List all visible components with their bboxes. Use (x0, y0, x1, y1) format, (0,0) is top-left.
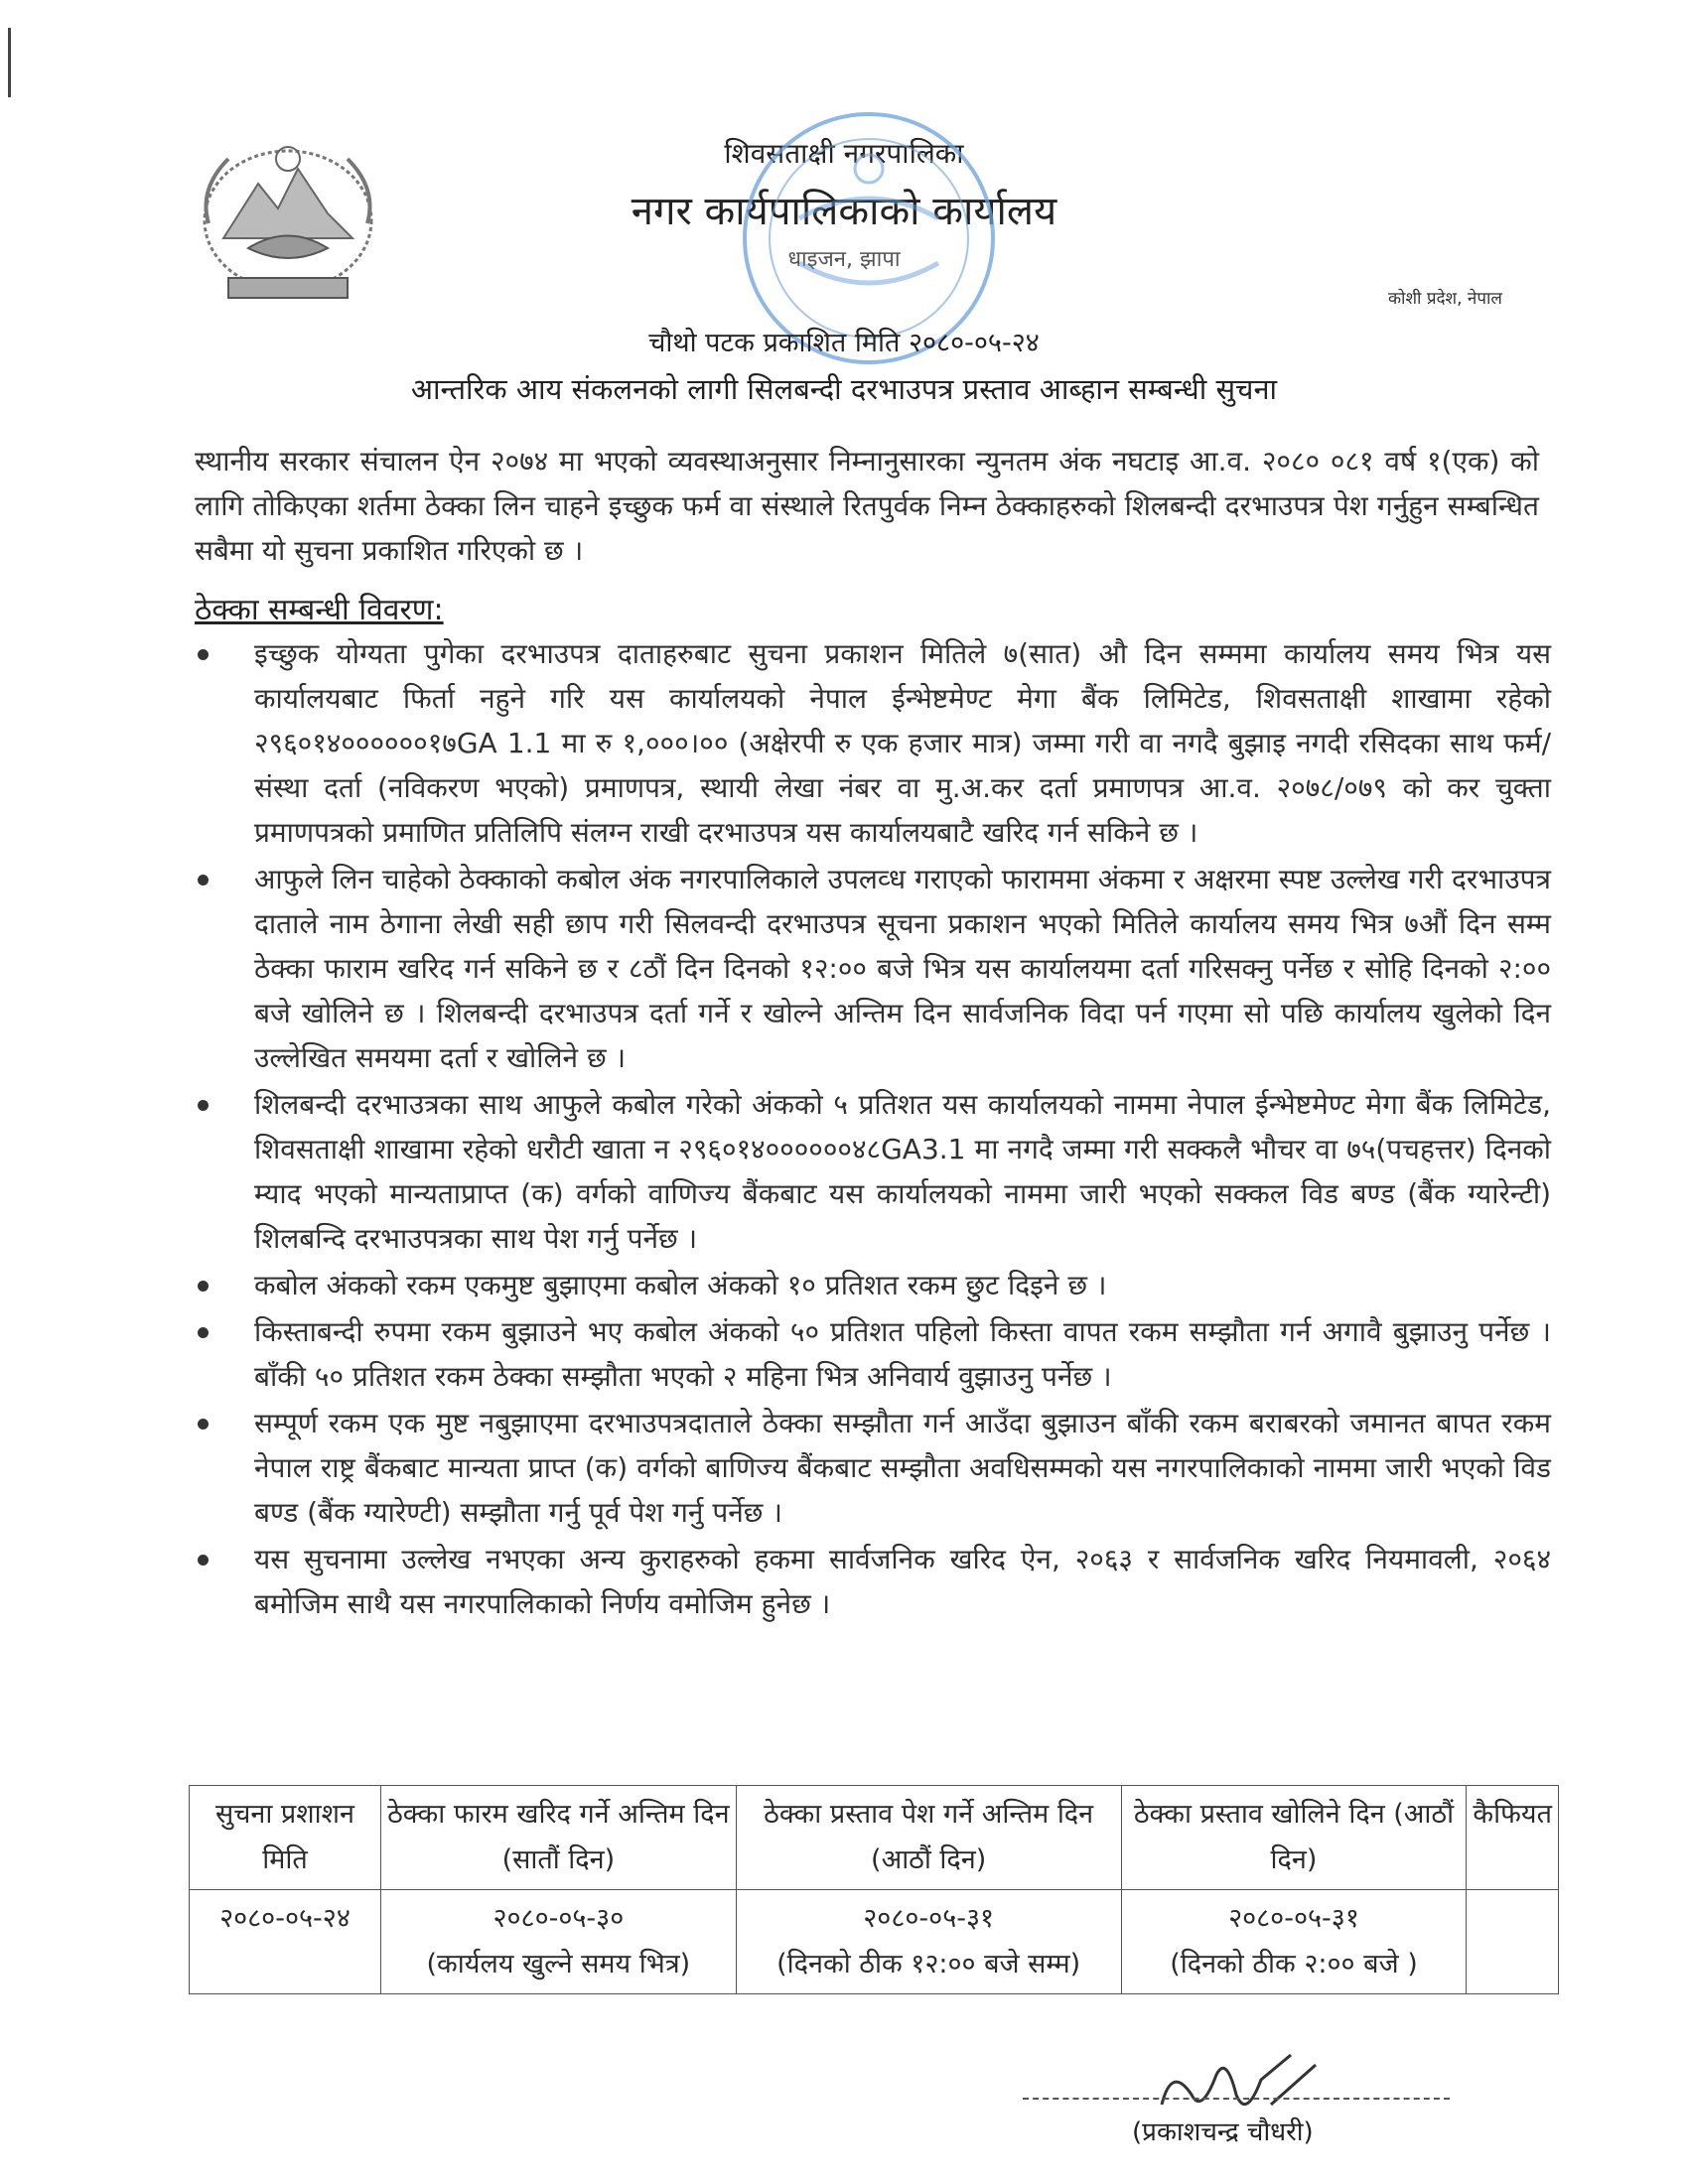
bullet-icon (198, 875, 209, 886)
signature-line (1023, 2098, 1450, 2100)
condition-item (195, 631, 1551, 855)
condition-text: किस्ताबन्दी रुपमा रकम बुझाउने भए कबोल अंकको ५० प्रतिशत पहिलो किस्ता वापत रकम सम्झौता गर्न अगावै बुझाउनु पर्नेछ । बाँकी ५० प्रतिशत रकम ठेक्का सम्झौता भएको २ महिना भित्र अनिवार्य वुझाउनु पर्नेछ । (254, 1315, 1551, 1393)
condition-item (195, 1309, 1551, 1399)
scan-margin-line (8, 28, 11, 97)
office-location: धाइजन, झापा (787, 247, 901, 272)
bullet-icon (198, 649, 209, 660)
table-row (190, 1890, 1559, 1994)
cell-publication-date: २०८०-०५-२४ (190, 1890, 381, 1994)
bullet-icon (198, 1555, 209, 1566)
cell-remarks (1467, 1890, 1559, 1994)
condition-item (195, 1263, 1551, 1307)
condition-text: शिलबन्दी दरभाउत्रका साथ आफुले कबोल गरेको अंकको ५ प्रतिशत यस कार्यालयको नाममा नेपाल ईन्भेष्टमेण्ट मेगा बैंक लिमिटेड, शिवसताक्षी शाखामा रहेको धरौटी खाता न २९६०१४००००००४८GA3.1 मा नगदै जम्मा गरी सक्कलै भौचर वा ७५(पचहत्तर) दिनको म्याद भएको मान्यताप्राप्त (क) वर्गको वाणिज्य बैंकबाट यस कार्यालयको नाममा जारी भएको सक्कल विड बण्ड (बैंक ग्यारेन्टी) शिलबन्दि दरभाउपत्रका साथ पेश गर्नु पर्नेछ । (254, 1088, 1551, 1255)
cell-opening (1121, 1890, 1467, 1994)
bullet-icon (198, 1100, 209, 1111)
opening-date: २०८०-०५-३१ (1228, 1903, 1359, 1934)
municipality-name: शिवसताक्षी नगरपालिका (724, 137, 964, 170)
cell-submission (736, 1890, 1121, 1994)
condition-item (195, 1537, 1551, 1626)
submission-note: (दिनको ठीक १२:०० बजे सम्म) (776, 1949, 1081, 1979)
condition-item (195, 1082, 1551, 1261)
intro-paragraph: स्थानीय सरकार संचालन ऐन २०७४ मा भएको व्यवस्थाअनुसार निम्नानुसारका न्युनतम अंक नघटाइ आ.व. २०८० ०८१ वर्ष १(एक) को लागि तोकिएका शर्तमा ठेक्का लिन चाहने इच्छुक फर्म वा संस्थाले रितपुर्वक निम्न ठेक्काहरुको शिलबन्दी दरभाउपत्र पेश गर्नुहुन सम्बन्धित सबैमा यो सुचना प्रकाशित गरिएको छ । (195, 445, 1539, 567)
condition-text: इच्छुक योग्यता पुगेका दरभाउपत्र दाताहरुबाट सुचना प्रकाशन मितिले ७(सात) औ दिन सम्ममा कार्यालय समय भित्र यस कार्यालयबाट फिर्ता नहुने गरि यस कार्यालयको नेपाल ईन्भेष्टमेण्ट मेगा बैंक लिमिटेड, शिवसताक्षी शाखामा रहेको २९६०१४००००००१७GA 1.1 मा रु १,०००।०० (अक्षेरपी रु एक हजार मात्र) जम्मा गरी वा नगदै बुझाइ नगदी रसिदका साथ फर्म/संस्था दर्ता (नविकरण भएको) प्रमाणपत्र, स्थायी लेखा नंबर वा मु.अ.कर दर्ता प्रमाणपत्र आ.व. २०७८/०७९ को कर चुक्ता प्रमाणपत्रको प्रमाणित प्रतिलिपि संलग्न राखी दरभाउपत्र यस कार्यालयबाटै खरिद गर्न सकिने छ । (254, 637, 1551, 849)
header-submission: ठेक्का प्रस्ताव पेश गर्ने अन्तिम दिन (आठौं दिन) (736, 1786, 1121, 1890)
condition-item (195, 857, 1551, 1080)
header-opening: ठेक्का प्रस्ताव खोलिने दिन (आठौं दिन) (1121, 1786, 1467, 1890)
submission-date: २०८०-०५-३१ (863, 1903, 995, 1934)
province-label: कोशी प्रदेश, नेपाल (1388, 289, 1502, 309)
notice-subject: आन्तरिक आय संकलनको लागी सिलबन्दी दरभाउपत्र प्रस्ताव आब्हान सम्बन्धी सुचना (410, 372, 1278, 406)
header-remarks: कैफियत (1467, 1786, 1559, 1890)
table-header-row (190, 1786, 1559, 1890)
header-publication-date: सुचना प्रशाशन मिति (190, 1786, 381, 1890)
bullet-icon (198, 1419, 209, 1430)
opening-note: (दिनको ठीक २:०० बजे ) (1170, 1949, 1418, 1979)
header-form-purchase: ठेक्का फारम खरिद गर्ने अन्तिम दिन (सातौं दिन) (380, 1786, 736, 1890)
bullet-icon (198, 1281, 209, 1292)
schedule-table (189, 1785, 1559, 1994)
signatory-name: (प्रकाशचन्द्र चौधरी) (1132, 2117, 1314, 2147)
cell-form-purchase (380, 1890, 736, 1994)
bullet-icon (198, 1327, 209, 1338)
publication-line: चौथो पटक प्रकाशित मिति २०८०-०५-२४ (648, 328, 1040, 358)
form-purchase-date: २०८०-०५-३० (492, 1903, 625, 1934)
details-heading: ठेक्का सम्बन्धी विवरण: (195, 593, 444, 627)
conditions-list (195, 631, 1551, 1628)
condition-text: सम्पूर्ण रकम एक मुष्ट नबुझाएमा दरभाउपत्रदाताले ठेक्का सम्झौता गर्न आउँदा बुझाउन बाँकी रकम बराबरको जमानत बापत रकम नेपाल राष्ट्र बैंकबाट मान्यता प्राप्त (क) वर्गको बाणिज्य बैंकबाट सम्झौता अवधिसम्मको यस नगरपालिकाको नाममा जारी भएको विड बण्ड (बैंक ग्यारेण्टी) सम्झौता गर्नु पूर्व पेश गर्नु पर्नेछ । (254, 1407, 1551, 1529)
condition-text: आफुले लिन चाहेको ठेक्काको कबोल अंक नगरपालिकाले उपलव्ध गराएको फाराममा अंकमा र अक्षरमा स्पष्ट उल्लेख गरी दरभाउपत्र दाताले नाम ठेगाना लेखी सही छाप गरी सिलवन्दी दरभाउपत्र सूचना प्रकाशन भएको मितिले कार्यालय समय भित्र ७औं दिन सम्म ठेक्का फाराम खरिद गर्न सकिने छ र ८ठौं दिन दिनको १२:०० बजे भित्र यस कार्यालयमा दर्ता गरिसक्नु पर्नेछ र सोहि दिनको २:०० बजे खोलिने छ । शिलबन्दी दरभाउपत्र दर्ता गर्ने र खोल्ने अन्तिम दिन सार्वजनिक विदा पर्न गएमा सो पछि कार्यालय खुलेको दिन उल्लेखित समयमा दर्ता र खोलिने छ । (254, 863, 1551, 1074)
condition-item (195, 1401, 1551, 1535)
form-purchase-note: (कार्यलय खुल्ने समय भित्र) (426, 1949, 691, 1979)
condition-text: कबोल अंकको रकम एकमुष्ट बुझाएमा कबोल अंकको १० प्रतिशत रकम छुट दिइने छ । (254, 1269, 1107, 1301)
office-title: नगर कार्यपालिकाको कार्यालय (631, 189, 1057, 234)
condition-text: यस सुचनामा उल्लेख नभएका अन्य कुराहरुको हकमा सार्वजनिक खरिद ऐन, २०६३ र सार्वजनिक खरिद नियमावली, २०६४ बमोजिम साथै यस नगरपालिकाको निर्णय वमोजिम हुनेछ । (254, 1543, 1551, 1620)
